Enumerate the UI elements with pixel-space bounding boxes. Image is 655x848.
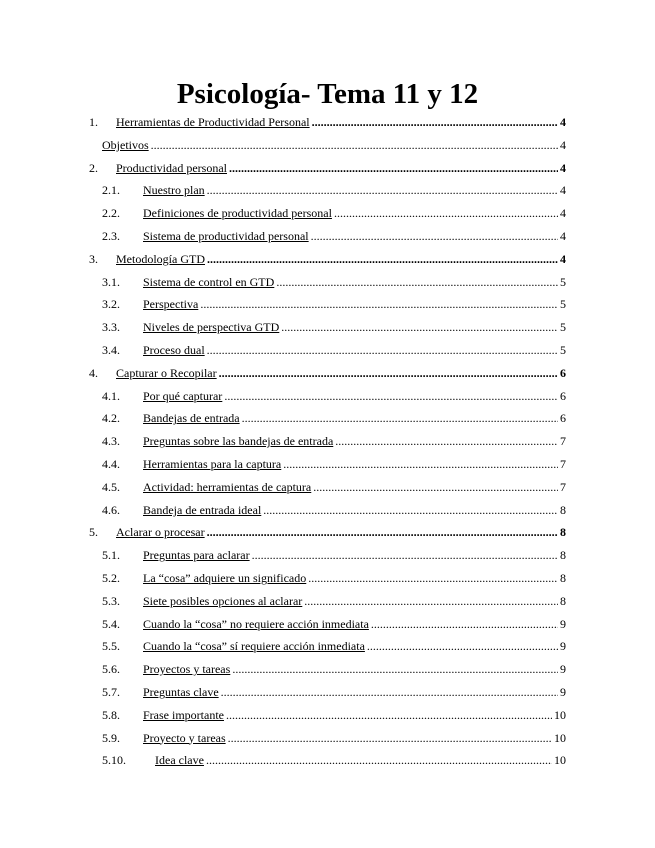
toc-page-number: 4: [560, 137, 566, 152]
toc-row[interactable]: [102, 317, 566, 337]
toc-entry-number: 5.8.: [102, 707, 120, 722]
toc-entry-number: 2.2.: [102, 206, 120, 221]
toc-entry-link[interactable]: Aclarar o procesar: [116, 525, 205, 540]
toc-page-number: 8: [560, 548, 566, 563]
toc-entry-link[interactable]: Cuando la “cosa” no requiere acción inmediata: [143, 616, 369, 631]
toc-entry-number: 4.5.: [102, 479, 120, 494]
toc-page-number: 6: [560, 411, 566, 426]
dot-leader: [312, 112, 558, 132]
toc-entry-link[interactable]: Proyectos y tareas: [143, 662, 231, 677]
toc-entry-number: 4.: [89, 365, 98, 380]
toc-entry-link[interactable]: Sistema de control en GTD: [143, 274, 275, 289]
toc-page-number: 7: [560, 434, 566, 449]
toc-entry-link[interactable]: Siete posibles opciones al aclarar: [143, 593, 303, 608]
toc-page-number: 10: [554, 707, 566, 722]
toc-entry-link[interactable]: Nuestro plan: [143, 183, 205, 198]
dot-leader: [252, 545, 558, 565]
toc-entry-link[interactable]: Herramientas de Productividad Personal: [116, 115, 310, 129]
toc-row[interactable]: [102, 180, 566, 200]
toc-entry-link[interactable]: Bandejas de entrada: [143, 411, 240, 426]
toc-page-number: 5: [560, 320, 566, 335]
dot-leader: [151, 135, 558, 155]
toc-entry-number: 4.4.: [102, 457, 120, 471]
toc-entry-link[interactable]: Productividad personal: [116, 160, 227, 175]
toc-page-number: 4: [560, 183, 566, 198]
toc-page-number: 5: [560, 274, 566, 289]
toc-entry-number: 5.: [89, 525, 98, 540]
toc-entry-link[interactable]: Proceso dual: [143, 343, 205, 357]
toc-row[interactable]: [102, 728, 566, 748]
toc-entry-number: 3.: [89, 251, 98, 266]
toc-page-number: 10: [554, 730, 566, 745]
toc-entry-link[interactable]: Actividad: herramientas de captura: [143, 479, 312, 494]
toc-page-number: 9: [560, 662, 566, 677]
toc-row[interactable]: [102, 135, 566, 155]
dot-leader: [281, 317, 558, 337]
dot-leader: [221, 682, 558, 702]
dot-leader: [276, 272, 558, 292]
toc-entry-link[interactable]: Herramientas para la captura: [143, 457, 282, 471]
toc-entry-number: 2.: [89, 160, 98, 175]
dot-leader: [228, 728, 552, 748]
toc-entry-number: 5.6.: [102, 662, 120, 677]
dot-leader: [371, 614, 558, 634]
toc-entry-link[interactable]: Idea clave: [155, 753, 204, 768]
toc-page-number: 8: [560, 571, 566, 585]
toc-row[interactable]: [102, 408, 566, 428]
dot-leader: [224, 386, 558, 406]
toc-entry-number: 2.1.: [102, 183, 120, 198]
toc-row[interactable]: [102, 659, 566, 679]
toc-entry-link[interactable]: Definiciones de productividad personal: [143, 206, 332, 221]
dot-leader: [304, 591, 558, 611]
toc-entry-number: 3.1.: [102, 274, 120, 289]
toc-entry-number: 5.2.: [102, 571, 120, 585]
page-title: Psicología- Tema 11 y 12: [176, 78, 479, 110]
toc-entry-number: 3.4.: [102, 343, 120, 357]
toc-row[interactable]: [102, 682, 566, 702]
dot-leader: [207, 249, 558, 269]
toc-row[interactable]: [102, 750, 566, 770]
toc-row[interactable]: [102, 340, 566, 360]
dot-leader: [229, 158, 558, 178]
toc-row[interactable]: [102, 203, 566, 223]
toc-row[interactable]: [102, 500, 566, 520]
toc-entry-link[interactable]: Cuando la “cosa” sí requiere acción inmediata: [143, 639, 365, 654]
toc-entry-link[interactable]: Perspectiva: [143, 297, 199, 312]
dot-leader: [242, 408, 558, 428]
toc-row[interactable]: [102, 614, 566, 634]
toc-entry-number: 5.9.: [102, 730, 120, 745]
dot-leader: [206, 750, 552, 770]
dot-leader: [207, 522, 558, 542]
toc-entry-number: 5.10.: [102, 753, 126, 768]
toc-page-number: 4: [560, 229, 566, 243]
toc-entry-link[interactable]: Frase importante: [143, 707, 224, 722]
toc-entry-number: 5.1.: [102, 548, 120, 563]
toc-row[interactable]: [89, 522, 566, 542]
toc-page-number: 8: [560, 593, 566, 608]
toc-entry-link[interactable]: Preguntas para aclarar: [143, 548, 250, 563]
toc-page-number: 4: [560, 160, 566, 175]
toc-page-number: 8: [560, 502, 566, 517]
toc-row[interactable]: [102, 272, 566, 292]
toc-page-number: 6: [560, 388, 566, 403]
toc-row[interactable]: [102, 591, 566, 611]
dot-leader: [334, 203, 558, 223]
toc-entry-number: 4.1.: [102, 388, 120, 403]
toc-page-number: 5: [560, 343, 566, 357]
toc-row[interactable]: [102, 226, 566, 246]
toc-entry-link[interactable]: Preguntas sobre las bandejas de entrada: [143, 434, 334, 449]
toc-row[interactable]: [102, 431, 566, 451]
toc-page-number: 9: [560, 685, 566, 699]
toc-entry-link[interactable]: Por qué capturar: [143, 388, 223, 403]
toc-entry-link[interactable]: Sistema de productividad personal: [143, 229, 309, 243]
dot-leader: [200, 294, 558, 314]
toc-row[interactable]: [102, 477, 566, 497]
dot-leader: [308, 568, 558, 588]
toc-entry-link[interactable]: Niveles de perspectiva GTD: [143, 320, 280, 335]
toc-entry-number: 5.5.: [102, 639, 120, 654]
toc-entry-number: 4.6.: [102, 502, 120, 517]
toc-row[interactable]: [102, 545, 566, 565]
toc-row[interactable]: [102, 294, 566, 314]
toc-row[interactable]: [89, 249, 566, 269]
toc-page-number: 7: [560, 457, 566, 471]
dot-leader: [232, 659, 558, 679]
toc-row[interactable]: [89, 363, 566, 383]
dot-leader: [207, 340, 558, 360]
toc-row[interactable]: [102, 705, 566, 725]
toc-page-number: 8: [560, 525, 566, 540]
toc-page-number: 9: [560, 639, 566, 654]
dot-leader: [263, 500, 558, 520]
toc-entry-number: 5.7.: [102, 685, 120, 699]
toc-entry-number: 5.3.: [102, 593, 120, 608]
toc-entry-number: 3.2.: [102, 297, 120, 312]
toc-entry-number: 2.3.: [102, 229, 120, 243]
toc-row[interactable]: [89, 158, 566, 178]
toc-page-number: 6: [560, 365, 566, 380]
toc-entry-link[interactable]: Metodología GTD: [116, 251, 205, 266]
dot-leader: [226, 705, 552, 725]
toc-entry-link[interactable]: La “cosa” adquiere un significado: [143, 571, 307, 585]
toc-page-number: 4: [560, 251, 566, 266]
dot-leader: [311, 226, 558, 246]
toc-page-number: 4: [560, 115, 566, 129]
toc-row[interactable]: [102, 636, 566, 656]
toc-page-number: 9: [560, 616, 566, 631]
dot-leader: [283, 454, 558, 474]
toc-entry-link[interactable]: Objetivos: [102, 137, 149, 152]
toc-entry-number: 4.3.: [102, 434, 120, 449]
toc-entry-link[interactable]: Proyecto y tareas: [143, 730, 226, 745]
toc-page-number: 7: [560, 479, 566, 494]
toc-entry-number: 1.: [89, 115, 98, 129]
toc-page-number: 4: [560, 206, 566, 221]
toc-entry-number: 3.3.: [102, 320, 120, 335]
toc-entry-link[interactable]: Bandeja de entrada ideal: [143, 502, 262, 517]
toc-row[interactable]: [102, 454, 566, 474]
dot-leader: [313, 477, 558, 497]
toc-entry-number: 5.4.: [102, 616, 120, 631]
toc-entry-link[interactable]: Preguntas clave: [143, 685, 219, 699]
toc-entry-number: 4.2.: [102, 411, 120, 426]
dot-leader: [367, 636, 558, 656]
dot-leader: [219, 363, 558, 383]
toc-row[interactable]: [89, 112, 566, 132]
dot-leader: [207, 180, 558, 200]
toc-page-number: 10: [554, 753, 566, 768]
toc-row[interactable]: [102, 386, 566, 406]
toc-entry-link[interactable]: Capturar o Recopilar: [116, 365, 217, 380]
toc-page-number: 5: [560, 297, 566, 312]
dot-leader: [335, 431, 558, 451]
toc-row[interactable]: [102, 568, 566, 588]
